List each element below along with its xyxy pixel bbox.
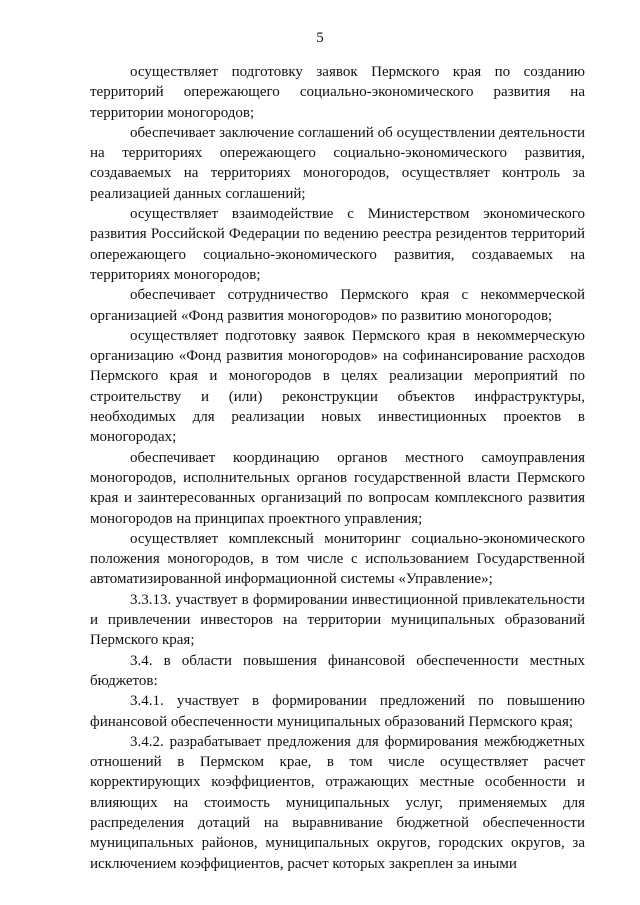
- paragraph: 3.4.1. участвует в формировании предложений по повышению финансовой обеспеченности муниципальных образований Пермского края;: [90, 693, 585, 730]
- paragraph: обеспечивает заключение соглашений об осуществлении деятельности на территориях опережающего социально-экономического развития, создаваемых на территориях моногородов, осуществляет контроль за реализацией данных соглашений;: [90, 124, 585, 202]
- paragraph: осуществляет подготовку заявок Пермского края в некоммерческую организацию «Фонд развития моногородов» на софинансирование расходов Пермского края и моногородов в целях реализации мероприятий по строительству и (или) реконструкции объектов инфраструктуры, необходимых для реализации новых инвестиционных проектов в моногородах;: [90, 327, 585, 446]
- paragraph: 3.4.2. разрабатывает предложения для формирования межбюджетных отношений в Пермском крае, в том числе осуществляет расчет корректирующих коэффициентов, отражающих местные особенности и влияющих на стоимость муниципальных услуг, применяемых для распределения дотаций на выравнивание бюджетной обеспеченности муниципальных районов, муниципальных округов, городских округов, за исключением коэффициентов, расчет которых закреплен за иными: [90, 733, 585, 872]
- paragraph: 3.4. в области повышения финансовой обеспеченности местных бюджетов:: [90, 652, 585, 689]
- document-body: [90, 62, 585, 874]
- paragraph: 3.3.13. участвует в формировании инвестиционной привлекательности и привлечении инвесторов на территории муниципальных образований Пермского края;: [90, 591, 585, 649]
- paragraph: осуществляет подготовку заявок Пермского края по созданию территорий опережающего социально-экономического развития на территории моногородов;: [90, 64, 585, 121]
- page-number: 5: [316, 30, 324, 46]
- paragraph: осуществляет взаимодействие с Министерством экономического развития Российской Федерации по ведению реестра резидентов территорий опережающего социально-экономического развития, создаваемых на территориях моногородов;: [90, 206, 585, 283]
- paragraph: обеспечивает координацию органов местного самоуправления моногородов, исполнительных органов государственной власти Пермского края и заинтересованных организаций по вопросам комплексного развития моногородов на принципах проектного управления;: [90, 449, 585, 527]
- paragraph: обеспечивает сотрудничество Пермского края с некоммерческой организацией «Фонд развития моногородов» по развитию моногородов;: [90, 287, 585, 324]
- paragraph: осуществляет комплексный мониторинг социально-экономического положения моногородов, в том числе с использованием Государственной автоматизированной информационной системы «Управление»;: [90, 530, 585, 588]
